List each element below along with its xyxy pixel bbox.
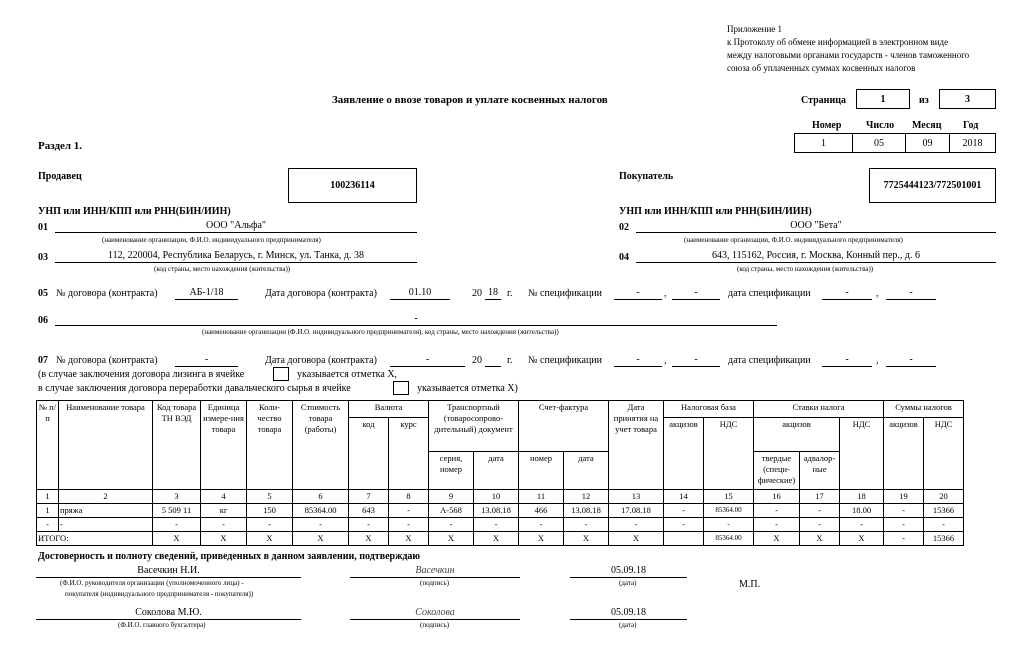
row07-spec-label: № спецификации bbox=[528, 355, 603, 366]
th-currency: Валюта bbox=[349, 401, 429, 418]
th-sums-excise: акцизов bbox=[884, 418, 924, 490]
total-cell: Х bbox=[349, 532, 389, 546]
column-number-cell: 4 bbox=[201, 490, 247, 504]
row07-contract-label: № договора (контракта) bbox=[56, 355, 158, 366]
table-cell: кг bbox=[201, 504, 247, 518]
total-cell: Х bbox=[153, 532, 201, 546]
appendix-line-3: между налоговыми органами государств - членов таможенного bbox=[727, 50, 970, 60]
column-number-cell: 2 bbox=[59, 490, 153, 504]
page-of-label: из bbox=[919, 95, 929, 106]
accountant-caption: (Ф.И.О. главного бухгалтера) bbox=[118, 621, 206, 629]
th-name: Наименование товара bbox=[59, 401, 153, 490]
th-tr-date: дата bbox=[474, 452, 519, 490]
th-accept: Дата принятия на учет товара bbox=[609, 401, 664, 490]
table-cell: - bbox=[800, 504, 840, 518]
column-numbers-row bbox=[37, 490, 964, 504]
confirm-title: Достоверность и полноту сведений, приведенных в данном заявлении, подтверждаю bbox=[38, 551, 421, 562]
table-cell: - bbox=[609, 518, 664, 532]
row06-num: 06 bbox=[38, 315, 48, 326]
table-cell: - bbox=[474, 518, 519, 532]
reg-label-number: Номер bbox=[812, 120, 842, 131]
th-inv-num: номер bbox=[519, 452, 564, 490]
row06-caption: (наименование организации (Ф.И.О. индивидуального предпринимателя), код страны, место нахождения (жительства)) bbox=[202, 328, 559, 336]
table-cell: - bbox=[349, 518, 389, 532]
column-number-cell: 9 bbox=[429, 490, 474, 504]
th-invoice: Счет-фактура bbox=[519, 401, 609, 452]
seller-id-box: 100236114 bbox=[288, 168, 417, 203]
table-cell: 5 509 11 bbox=[153, 504, 201, 518]
th-tr-series: серия, номер bbox=[429, 452, 474, 490]
table-cell: - bbox=[840, 518, 884, 532]
seller-address: 112, 220004, Республика Беларусь, г. Минск, ул. Танка, д. 38 bbox=[55, 250, 417, 263]
total-cell: - bbox=[884, 532, 924, 546]
table-cell: А-568 bbox=[429, 504, 474, 518]
table-cell: 1 bbox=[37, 504, 59, 518]
row05-date-dm: 01.10 bbox=[390, 287, 450, 300]
table-cell: - bbox=[564, 518, 609, 532]
column-number-cell: 14 bbox=[664, 490, 704, 504]
leasing-line2a: в случае заключения договора переработки давальческого сырья в ячейке bbox=[38, 383, 351, 394]
row05-date-label: Дата договора (контракта) bbox=[265, 288, 377, 299]
table-cell: 466 bbox=[519, 504, 564, 518]
row05-spec-1: - bbox=[614, 287, 662, 300]
table-cell: 13.08.18 bbox=[474, 504, 519, 518]
reg-month-box: 09 bbox=[905, 133, 950, 153]
table-cell: - bbox=[389, 504, 429, 518]
th-sums: Суммы налогов bbox=[884, 401, 964, 418]
table-cell: - bbox=[924, 518, 964, 532]
seller-03-num: 03 bbox=[38, 252, 48, 263]
seller-name: ООО "Альфа" bbox=[55, 220, 417, 233]
appendix-line-2: к Протоколу об обмене информацией в электронном виде bbox=[727, 37, 949, 47]
total-cell: Х bbox=[389, 532, 429, 546]
table-cell: - bbox=[201, 518, 247, 532]
reg-label-year: Год bbox=[963, 120, 979, 131]
row05-spec-date-comma: , bbox=[876, 288, 879, 299]
column-number-cell: 20 bbox=[924, 490, 964, 504]
th-base: Налоговая база bbox=[664, 401, 754, 418]
seller-address-caption: (код страны, место нахождения (жительства)) bbox=[154, 265, 291, 273]
buyer-id-box: 7725444123/772501001 bbox=[869, 168, 996, 203]
stamp-place: М.П. bbox=[739, 579, 761, 590]
head-caption-1: (Ф.И.О. руководителя организации (уполномоченного лица) - bbox=[60, 579, 244, 587]
row07-year-prefix: 20 bbox=[472, 355, 482, 366]
th-cur-code: код bbox=[349, 418, 389, 490]
processing-checkbox[interactable] bbox=[393, 381, 409, 395]
column-number-cell: 3 bbox=[153, 490, 201, 504]
table-cell: 85364.00 bbox=[704, 504, 754, 518]
th-inv-date: дата bbox=[564, 452, 609, 490]
row05-contract-no: АБ-1/18 bbox=[175, 287, 238, 300]
column-number-cell: 16 bbox=[754, 490, 800, 504]
th-unit: Единица измере-ния товара bbox=[201, 401, 247, 490]
table-cell: 643 bbox=[349, 504, 389, 518]
total-cell: Х bbox=[429, 532, 474, 546]
page-current-box: 1 bbox=[856, 89, 910, 109]
row07-spec-comma: , bbox=[664, 355, 667, 366]
table-cell: - bbox=[800, 518, 840, 532]
column-number-cell: 17 bbox=[800, 490, 840, 504]
accountant-sign-caption: (подпись) bbox=[420, 621, 450, 629]
column-number-cell: 5 bbox=[247, 490, 293, 504]
leasing-checkbox[interactable] bbox=[273, 367, 289, 381]
row06-value: - bbox=[55, 313, 777, 326]
row05-year-prefix: 20 bbox=[472, 288, 482, 299]
th-transport: Транспортный (товаросопрово-дительный) документ bbox=[429, 401, 519, 452]
row07-date-label: Дата договора (контракта) bbox=[265, 355, 377, 366]
buyer-address-caption: (код страны, место нахождения (жительства)) bbox=[737, 265, 874, 273]
buyer-04-num: 04 bbox=[619, 252, 629, 263]
th-qty: Коли-чество товара bbox=[247, 401, 293, 490]
th-sums-vat: НДС bbox=[924, 418, 964, 490]
accountant-date-caption: (дата) bbox=[619, 621, 637, 629]
row07-num: 07 bbox=[38, 355, 48, 366]
column-number-cell: 1 bbox=[37, 490, 59, 504]
row07-year-suffix bbox=[485, 354, 501, 367]
row07-spec-1: - bbox=[614, 354, 662, 367]
row05-year-suffix: 18 bbox=[485, 287, 501, 300]
table-cell: 13.08.18 bbox=[564, 504, 609, 518]
th-rates-adval: адвалор-ные bbox=[800, 452, 840, 490]
th-cur-rate: курс bbox=[389, 418, 429, 490]
seller-name-caption: (наименование организации, Ф.И.О. индивидуального предпринимателя) bbox=[102, 236, 321, 244]
column-number-cell: 10 bbox=[474, 490, 519, 504]
row07-year-unit: г. bbox=[507, 355, 513, 366]
table-cell: - bbox=[884, 504, 924, 518]
table-cell: - bbox=[884, 518, 924, 532]
total-cell: 15366 bbox=[924, 532, 964, 546]
total-label: ИТОГО: bbox=[37, 532, 153, 546]
table-cell: - bbox=[754, 504, 800, 518]
buyer-name: ООО "Бета" bbox=[636, 220, 996, 233]
buyer-unp-label: УНП или ИНН/КПП или РНН(БИН/ИИН) bbox=[619, 206, 812, 217]
total-cell: Х bbox=[800, 532, 840, 546]
row07-spec-date-2: - bbox=[886, 354, 936, 367]
column-number-cell: 15 bbox=[704, 490, 754, 504]
table-cell: пряжа bbox=[59, 504, 153, 518]
head-signature: Васечкин bbox=[350, 565, 520, 578]
column-number-cell: 19 bbox=[884, 490, 924, 504]
column-number-cell: 12 bbox=[564, 490, 609, 504]
total-cell: Х bbox=[247, 532, 293, 546]
th-code: Код товара ТН ВЭД bbox=[153, 401, 201, 490]
seller-label: Продавец bbox=[38, 171, 82, 182]
total-cell: 85364.00 bbox=[704, 532, 754, 546]
th-base-excise: акцизов bbox=[664, 418, 704, 490]
table-cell: - bbox=[519, 518, 564, 532]
total-cell: Х bbox=[201, 532, 247, 546]
total-cell: Х bbox=[754, 532, 800, 546]
page-total-box: 3 bbox=[939, 89, 996, 109]
buyer-02-num: 02 bbox=[619, 222, 629, 233]
total-cell: Х bbox=[519, 532, 564, 546]
row05-spec-date-1: - bbox=[822, 287, 872, 300]
row05-spec-date-label: дата спецификации bbox=[728, 288, 811, 299]
appendix-line-4: союза об уплаченных суммах косвенных налогов bbox=[727, 63, 916, 73]
table-row bbox=[37, 518, 964, 532]
th-rates-excise: акцизов bbox=[754, 418, 840, 452]
table-cell: 15366 bbox=[924, 504, 964, 518]
accountant-date: 05.09.18 bbox=[570, 607, 687, 620]
table-cell: - bbox=[59, 518, 153, 532]
table-cell: 17.08.18 bbox=[609, 504, 664, 518]
leasing-line2b: указывается отметка Х) bbox=[417, 383, 518, 394]
row07-spec-date-1: - bbox=[822, 354, 872, 367]
table-cell: 18.00 bbox=[840, 504, 884, 518]
column-number-cell: 11 bbox=[519, 490, 564, 504]
row07-spec-date-comma: , bbox=[876, 355, 879, 366]
total-row bbox=[37, 532, 964, 546]
table-cell: - bbox=[664, 518, 704, 532]
column-number-cell: 18 bbox=[840, 490, 884, 504]
table-cell: - bbox=[664, 504, 704, 518]
total-cell: Х bbox=[840, 532, 884, 546]
seller-01-num: 01 bbox=[38, 222, 48, 233]
th-rates-fixed: твердые (специ-фические) bbox=[754, 452, 800, 490]
section-title: Раздел 1. bbox=[38, 140, 83, 152]
row07-contract-no: - bbox=[175, 354, 238, 367]
table-cell: - bbox=[293, 518, 349, 532]
column-number-cell: 6 bbox=[293, 490, 349, 504]
table-cell: - bbox=[429, 518, 474, 532]
row05-num: 05 bbox=[38, 288, 48, 299]
appendix-line-1: Приложение 1 bbox=[727, 24, 783, 34]
seller-unp-label: УНП или ИНН/КПП или РНН(БИН/ИИН) bbox=[38, 206, 231, 217]
head-date-caption: (дата) bbox=[619, 579, 637, 587]
table-cell: - bbox=[704, 518, 754, 532]
reg-number-box: 1 bbox=[794, 133, 853, 153]
accountant-name: Соколова М.Ю. bbox=[36, 607, 301, 620]
table-cell: - bbox=[153, 518, 201, 532]
total-cell bbox=[664, 532, 704, 546]
th-cost: Стоимость товара (работы) bbox=[293, 401, 349, 490]
document-title: Заявление о ввозе товаров и уплате косвенных налогов bbox=[332, 94, 608, 106]
row05-spec-date-2: - bbox=[886, 287, 936, 300]
leasing-line1b: указывается отметка Х, bbox=[297, 369, 398, 380]
row05-spec-label: № спецификации bbox=[528, 288, 603, 299]
reg-year-box: 2018 bbox=[949, 133, 996, 153]
row05-year-unit: г. bbox=[507, 288, 513, 299]
table-cell: - bbox=[247, 518, 293, 532]
head-sign-caption: (подпись) bbox=[420, 579, 450, 587]
total-cell: Х bbox=[474, 532, 519, 546]
total-cell: Х bbox=[609, 532, 664, 546]
table-cell: - bbox=[37, 518, 59, 532]
th-base-vat: НДС bbox=[704, 418, 754, 490]
row07-spec-2: - bbox=[672, 354, 720, 367]
row05-spec-comma: , bbox=[664, 288, 667, 299]
th-rates-vat: НДС bbox=[840, 418, 884, 490]
page-label: Страница bbox=[801, 95, 846, 106]
reg-label-day: Число bbox=[866, 120, 895, 131]
th-num: № п/п bbox=[37, 401, 59, 490]
row05-contract-label: № договора (контракта) bbox=[56, 288, 158, 299]
th-rates: Ставки налога bbox=[754, 401, 884, 418]
goods-table bbox=[36, 400, 964, 546]
buyer-name-caption: (наименование организации, Ф.И.О. индивидуального предпринимателя) bbox=[684, 236, 903, 244]
head-name: Васечкин Н.И. bbox=[36, 565, 301, 578]
total-cell: Х bbox=[564, 532, 609, 546]
table-cell: - bbox=[754, 518, 800, 532]
buyer-label: Покупатель bbox=[619, 171, 674, 182]
head-date: 05.09.18 bbox=[570, 565, 687, 578]
table-cell: 150 bbox=[247, 504, 293, 518]
reg-day-box: 05 bbox=[852, 133, 906, 153]
accountant-signature: Соколова bbox=[350, 607, 520, 620]
column-number-cell: 13 bbox=[609, 490, 664, 504]
leasing-line1a: (в случае заключения договора лизинга в ячейке bbox=[38, 369, 245, 380]
buyer-address: 643, 115162, Россия, г. Москва, Конный пер., д. 6 bbox=[636, 250, 996, 263]
column-number-cell: 7 bbox=[349, 490, 389, 504]
row07-date-dm: - bbox=[390, 354, 465, 367]
row07-spec-date-label: дата спецификации bbox=[728, 355, 811, 366]
table-cell: - bbox=[389, 518, 429, 532]
head-caption-2: покупателя (индивидуального предпринимателя - покупателя)) bbox=[65, 590, 254, 598]
table-row bbox=[37, 504, 964, 518]
row05-spec-2: - bbox=[672, 287, 720, 300]
reg-label-month: Месяц bbox=[912, 120, 942, 131]
table-cell: 85364.00 bbox=[293, 504, 349, 518]
column-number-cell: 8 bbox=[389, 490, 429, 504]
total-cell: Х bbox=[293, 532, 349, 546]
